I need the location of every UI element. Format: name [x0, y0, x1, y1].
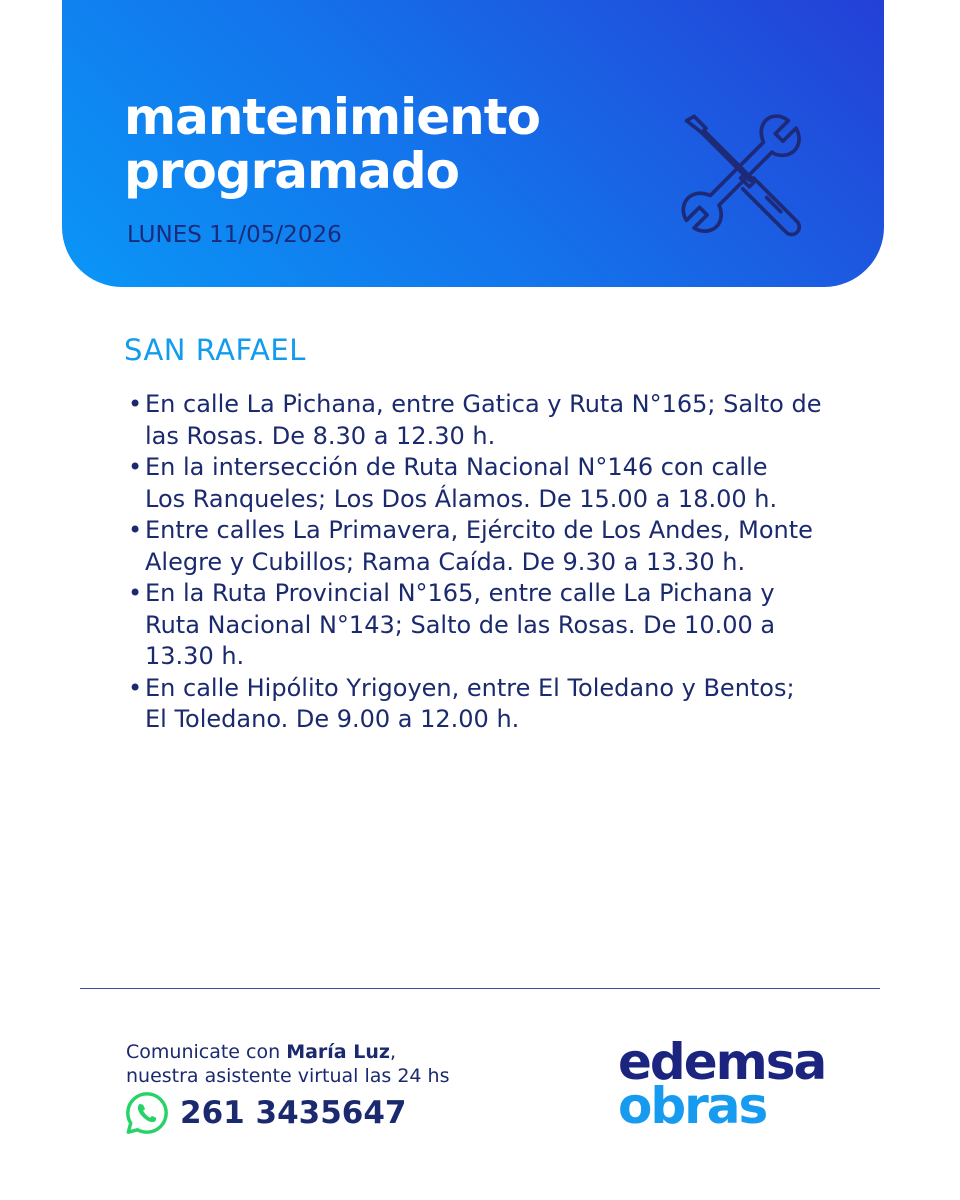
- list-item: [122, 389, 852, 452]
- item-line: Alegre y Cubillos; Rama Caída. De 9.30 a 13.30 h.: [145, 547, 746, 576]
- phone-number[interactable]: 261 3435647: [180, 1095, 407, 1131]
- logo-line-2: obras: [618, 1077, 767, 1135]
- header-banner: [62, 0, 884, 287]
- contact-suffix: ,: [389, 1041, 396, 1063]
- item-line: Ruta Nacional N°143; Salto de las Rosas. De 10.00 a: [145, 610, 776, 639]
- list-item: [122, 452, 852, 515]
- item-line: las Rosas. De 8.30 a 12.30 h.: [145, 421, 496, 450]
- wrench-screwdriver-icon: [680, 112, 810, 242]
- maintenance-date: LUNES 11/05/2026: [127, 222, 342, 248]
- item-line: Entre calles La Primavera, Ejército de Los Andes, Monte: [145, 516, 813, 544]
- item-line: En la intersección de Ruta Nacional N°146 con calle: [145, 453, 768, 481]
- contact-prefix: Comunicate con: [126, 1041, 287, 1063]
- whatsapp-icon[interactable]: [124, 1090, 170, 1136]
- page-title: [124, 90, 540, 198]
- contact-line-2: nuestra asistente virtual las 24 hs: [126, 1065, 450, 1087]
- item-line: El Toledano. De 9.00 a 12.00 h.: [145, 705, 520, 733]
- maintenance-list: [122, 389, 852, 736]
- bullet: •: [128, 673, 143, 702]
- contact-line-1: [126, 1040, 396, 1064]
- bullet: •: [128, 579, 143, 607]
- title-line-2: programado: [124, 142, 459, 200]
- bullet: •: [128, 390, 143, 418]
- item-line: En calle La Pichana, entre Gatica y Ruta N°165; Salto de: [145, 390, 822, 418]
- bullet: •: [128, 516, 143, 544]
- item-line: 13.30 h.: [145, 642, 245, 670]
- item-line: En calle Hipólito Yrigoyen, entre El Toledano y Bentos;: [145, 673, 795, 702]
- list-item: [122, 515, 852, 578]
- logo-line-1: edemsa: [618, 1033, 826, 1091]
- list-item: [122, 578, 852, 673]
- item-line: Los Ranqueles; Los Dos Álamos. De 15.00 a 18.00 h.: [145, 484, 778, 513]
- assistant-name: María Luz: [286, 1041, 390, 1063]
- item-line: En la Ruta Provincial N°165, entre calle La Pichana y: [145, 579, 775, 607]
- region-title: SAN RAFAEL: [124, 333, 306, 367]
- edemsa-logo: [618, 1033, 826, 1135]
- list-item: [122, 673, 852, 736]
- bullet: •: [128, 453, 143, 481]
- title-line-1: mantenimiento: [124, 88, 540, 146]
- footer-divider: [80, 988, 880, 989]
